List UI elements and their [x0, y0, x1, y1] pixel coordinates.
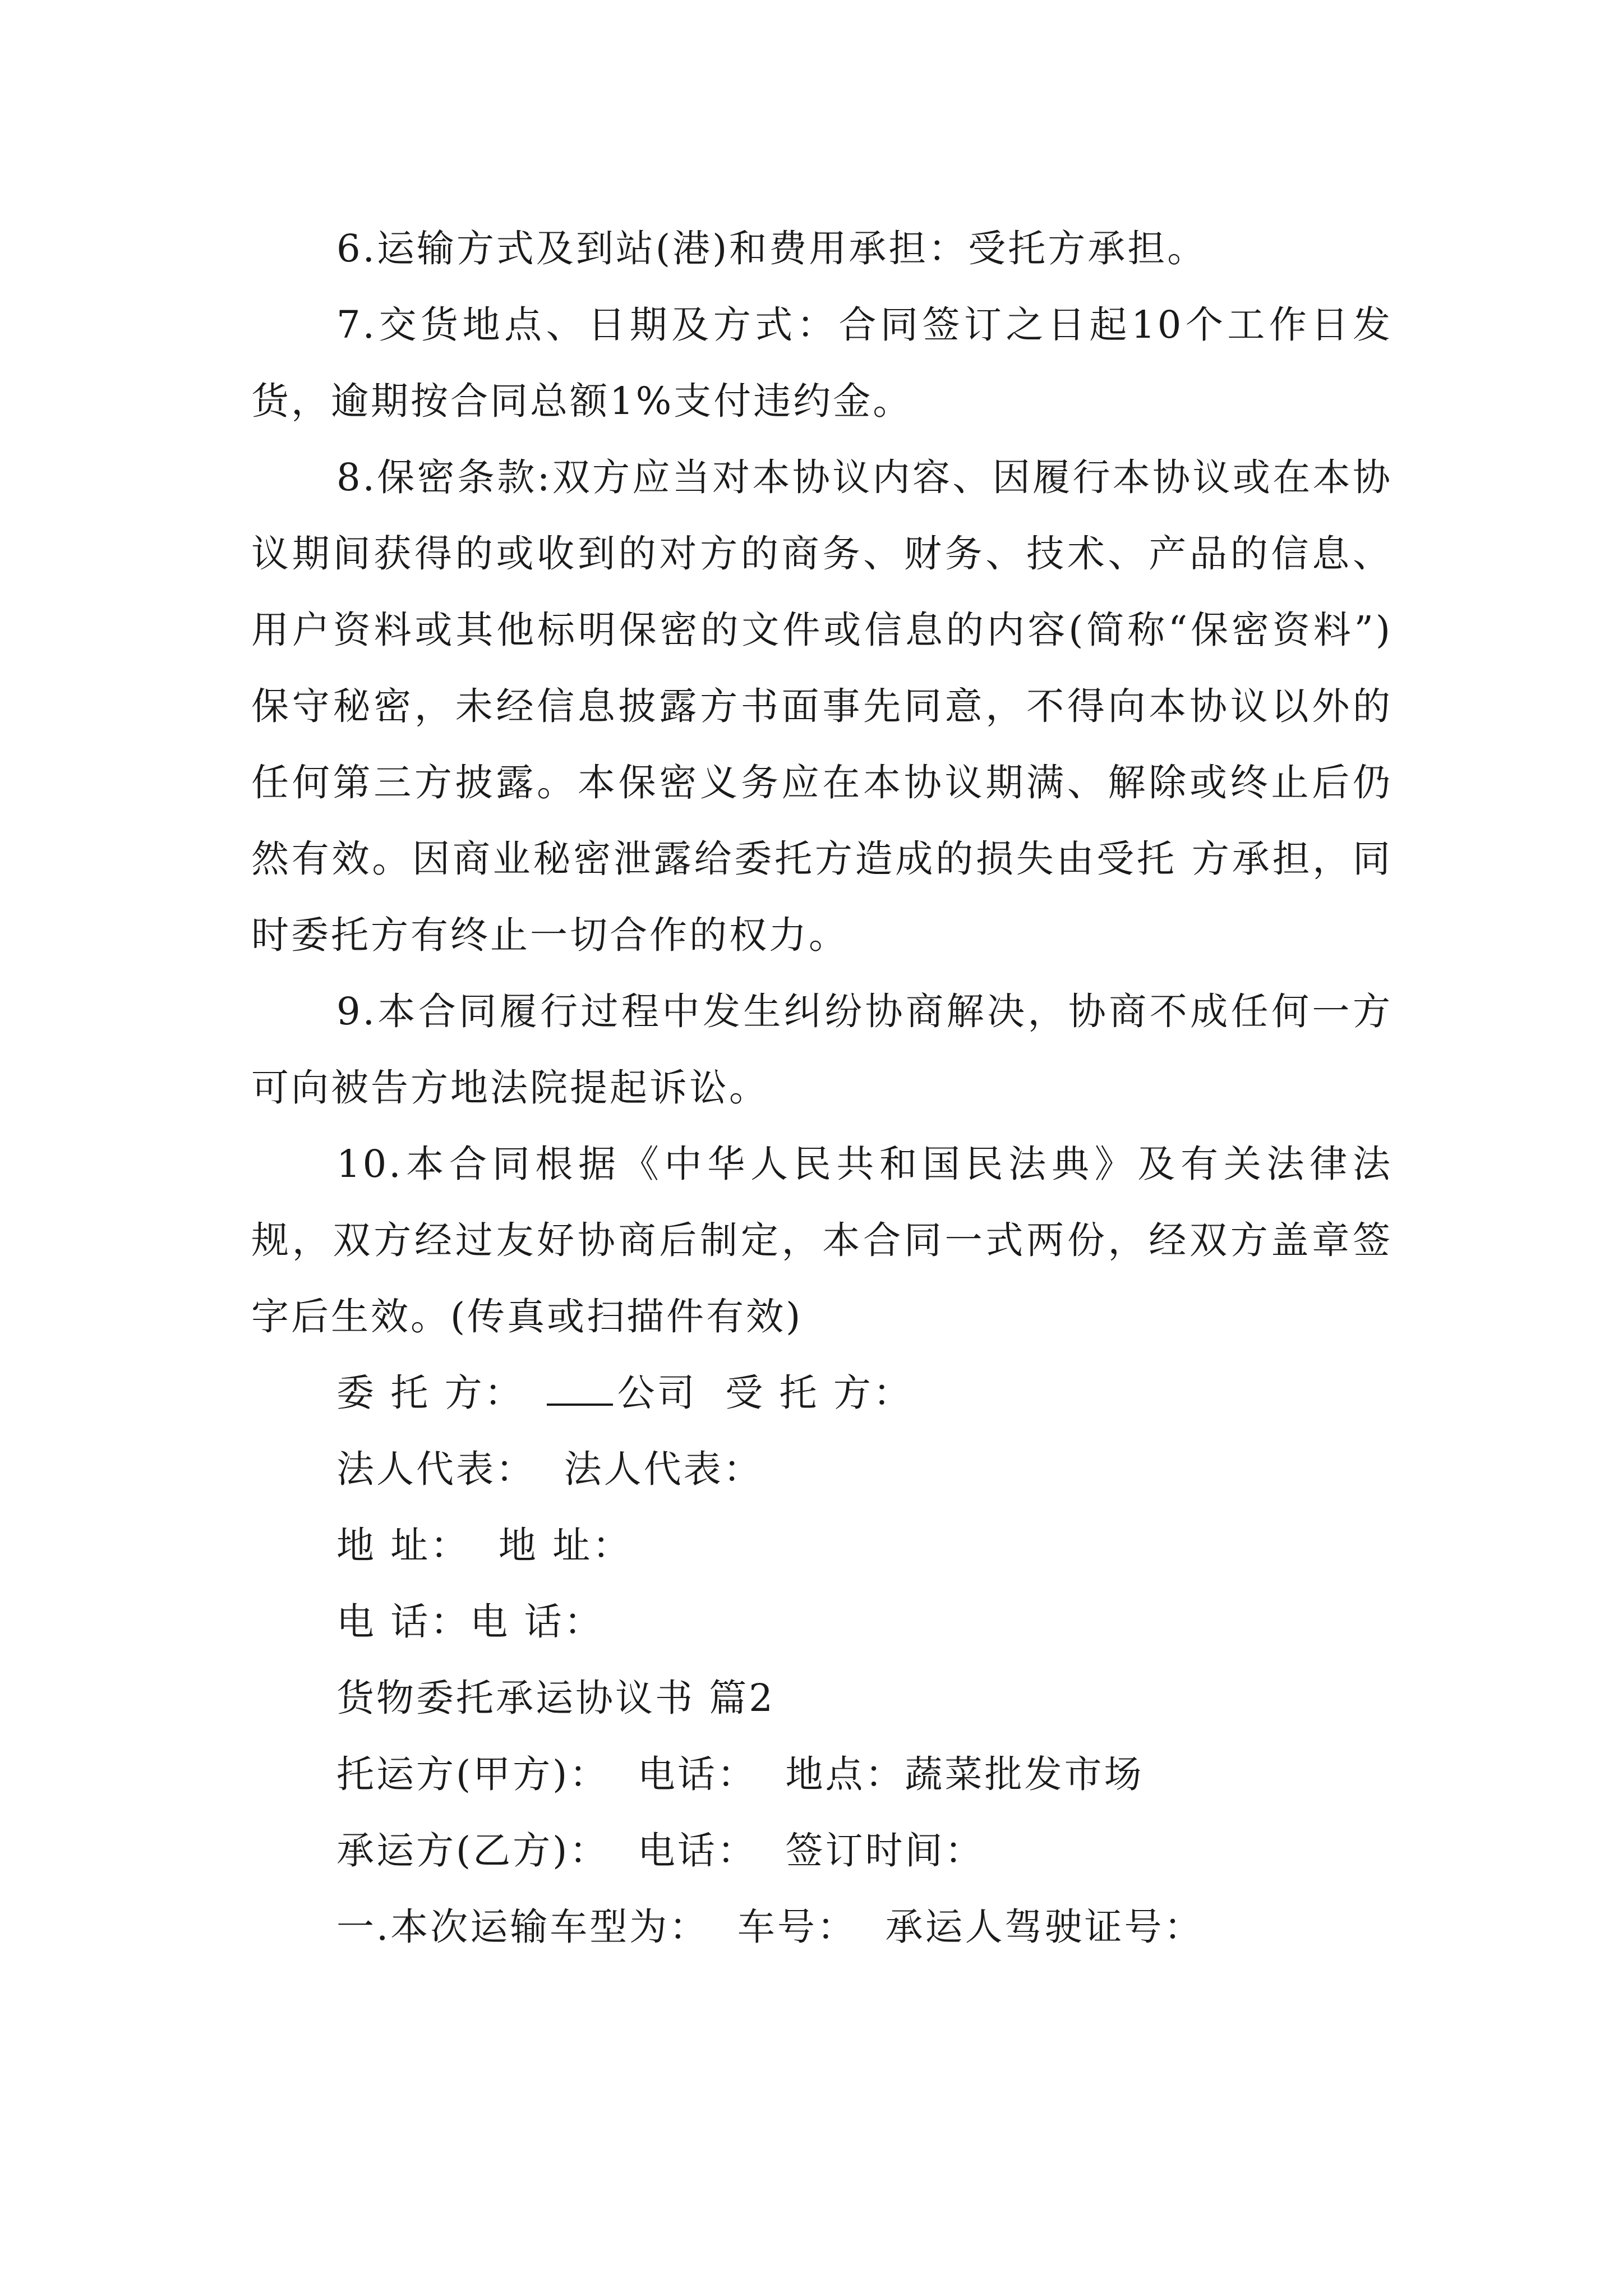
clause-9-dispute: 9.本合同履行过程中发生纠纷协商解决，协商不成任何一方可向被告方地法院提起诉讼。 — [251, 990, 1393, 1110]
entrusting-party-label: 委 托 方： — [336, 1371, 524, 1415]
document-body — [251, 210, 1393, 1965]
clause-10-legal-basis: 10.本合同根据《中华人民共和国民法典》及有关法律法规，双方经过友好协商后制定，本合同一式两份，经双方盖章签字后生效。(传真或扫描件有效) — [251, 1142, 1393, 1338]
company-suffix: 公司 — [617, 1371, 697, 1415]
clause-8-confidentiality: 8.保密条款:双方应当对本协议内容、因履行本协议或在本协议期间获得的或收到的对方的商务、财务、技术、产品的信息、用户资料或其他标明保密的文件或信息的内容(简称“保密资料”)保守秘密，未经信息披露方书面事先同意，不得向本协议以外的任何第三方披露。本保密义务应在本协议期满、解除或终止后仍然有效。因商业秘密泄露给委托方造成的损失由受托 方承担，同时委托方有终止一切合作的权力。 — [251, 455, 1393, 957]
section2-item-1: 一.本次运输车型为： 车号： 承运人驾驶证号： — [336, 1905, 1204, 1949]
signature-legal-rep: 法人代表： 法人代表： — [336, 1447, 763, 1491]
clause-6: 6.运输方式及到站(港)和费用承担：受托方承担。 — [336, 227, 1207, 270]
section2-title: 货物委托承运协议书 篇2 — [336, 1676, 775, 1720]
company-name-blank — [547, 1375, 613, 1406]
section2-carrier: 承运方(乙方)： 电话： 签订时间： — [336, 1829, 985, 1872]
clause-7: 7.交货地点、日期及方式：合同签订之日起10个工作日发货，逾期按合同总额1%支付违约金。 — [251, 303, 1393, 423]
signature-phone: 电 话：电 话： — [336, 1600, 604, 1644]
entrusted-party-label: 受 托 方： — [725, 1371, 913, 1415]
signature-address: 地 址： 地 址： — [336, 1524, 633, 1567]
signature-parties-line — [251, 1355, 1393, 1431]
section2-shipper: 托运方(甲方)： 电话： 地点：蔬菜批发市场 — [336, 1752, 1144, 1796]
